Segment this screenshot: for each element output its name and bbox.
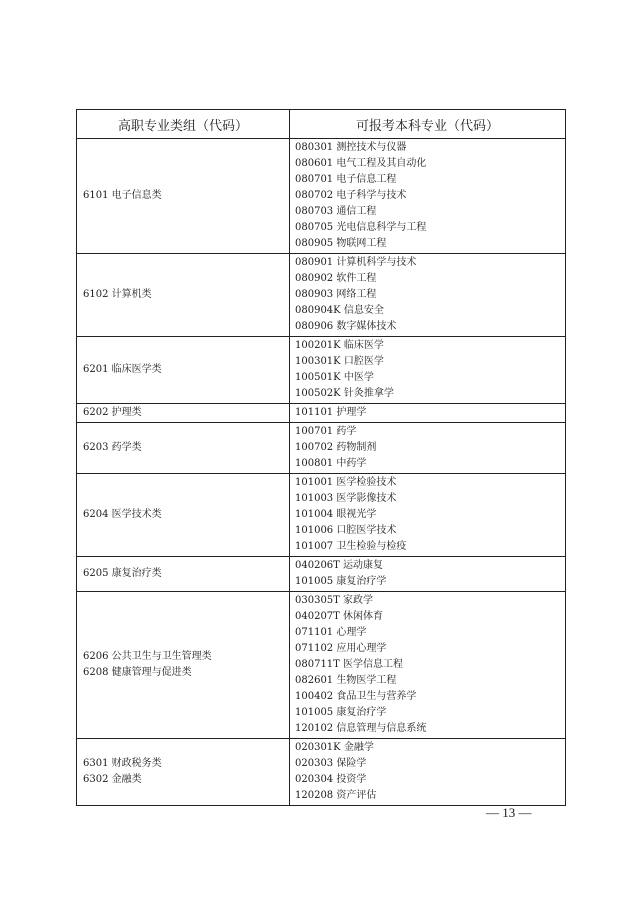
undergraduate-major-item: 101001 医学检验技术 — [295, 477, 397, 488]
vocational-group-label: 6203 药学类 — [83, 442, 142, 453]
header-vocational-group: 高职专业类组（代码） — [77, 110, 290, 139]
undergraduate-major-item: 101004 眼视光学 — [295, 509, 377, 520]
undergraduate-major-item: 101101 护理学 — [295, 407, 367, 418]
undergraduate-major-item: 080901 计算机科学与技术 — [295, 257, 417, 268]
undergraduate-major-item: 080601 电气工程及其自动化 — [295, 158, 427, 169]
vocational-group-cell — [77, 592, 290, 739]
vocational-group-cell — [77, 739, 290, 806]
undergraduate-major-item: 100801 中药学 — [295, 458, 367, 469]
undergraduate-major-item: 071101 心理学 — [295, 627, 367, 638]
undergraduate-major-item: 080903 网络工程 — [295, 289, 377, 300]
undergraduate-major-item: 101005 康复治疗学 — [295, 576, 387, 587]
header-undergraduate-major: 可报考本科专业（代码） — [290, 110, 566, 139]
vocational-group-label: 6205 康复治疗类 — [83, 568, 162, 579]
vocational-group-label: 6102 计算机类 — [83, 289, 152, 300]
vocational-group-label: 6204 医学技术类 — [83, 509, 162, 520]
undergraduate-major-cell — [290, 254, 566, 337]
vocational-group-cell — [77, 474, 290, 557]
undergraduate-major-item: 020304 投资学 — [295, 774, 367, 785]
undergraduate-major-item: 080906 数字媒体技术 — [295, 321, 397, 332]
undergraduate-major-item: 100402 食品卫生与营养学 — [295, 691, 417, 702]
undergraduate-major-item: 080301 测控技术与仪器 — [295, 142, 407, 153]
undergraduate-major-item: 101003 医学影像技术 — [295, 493, 397, 504]
undergraduate-major-cell — [290, 592, 566, 739]
undergraduate-major-item: 080904K 信息安全 — [295, 305, 384, 316]
table-row — [77, 592, 566, 739]
undergraduate-major-item: 071102 应用心理学 — [295, 643, 387, 654]
undergraduate-major-cell — [290, 557, 566, 592]
major-mapping-table — [76, 109, 566, 806]
table-row — [77, 557, 566, 592]
vocational-group-label: 6301 财政税务类 — [83, 758, 162, 769]
undergraduate-major-item: 082601 生物医学工程 — [295, 675, 397, 686]
table-header-row — [77, 110, 566, 139]
undergraduate-major-cell — [290, 139, 566, 254]
vocational-group-cell — [77, 404, 290, 423]
undergraduate-major-cell — [290, 739, 566, 806]
undergraduate-major-item: 100301K 口腔医学 — [295, 356, 384, 367]
vocational-group-cell — [77, 337, 290, 404]
undergraduate-major-item: 080701 电子信息工程 — [295, 174, 397, 185]
table-row — [77, 139, 566, 254]
table-body — [77, 139, 566, 806]
undergraduate-major-item: 101006 口腔医学技术 — [295, 525, 397, 536]
table-row — [77, 337, 566, 404]
undergraduate-major-cell — [290, 404, 566, 423]
undergraduate-major-item: 101007 卫生检验与检疫 — [295, 541, 407, 552]
vocational-group-label: 6208 健康管理与促进类 — [83, 667, 192, 678]
undergraduate-major-item: 101005 康复治疗学 — [295, 707, 387, 718]
vocational-group-label: 6101 电子信息类 — [83, 190, 162, 201]
undergraduate-major-item: 100201K 临床医学 — [295, 340, 384, 351]
page-number: — 13 — — [486, 805, 532, 820]
undergraduate-major-item: 100502K 针灸推拿学 — [295, 388, 394, 399]
table-row — [77, 254, 566, 337]
undergraduate-major-item: 120208 资产评估 — [295, 790, 377, 801]
vocational-group-cell — [77, 423, 290, 474]
vocational-group-cell — [77, 139, 290, 254]
undergraduate-major-item: 040206T 运动康复 — [295, 560, 384, 571]
table-row — [77, 404, 566, 423]
undergraduate-major-item: 080702 电子科学与技术 — [295, 190, 407, 201]
vocational-group-cell — [77, 557, 290, 592]
undergraduate-major-item: 020303 保险学 — [295, 758, 367, 769]
undergraduate-major-item: 080905 物联网工程 — [295, 238, 387, 249]
undergraduate-major-item: 080902 软件工程 — [295, 273, 377, 284]
undergraduate-major-item: 100702 药物制剂 — [295, 442, 377, 453]
undergraduate-major-item: 020301K 金融学 — [295, 742, 374, 753]
vocational-group-cell — [77, 254, 290, 337]
vocational-group-label: 6201 临床医学类 — [83, 364, 162, 375]
undergraduate-major-item: 080703 通信工程 — [295, 206, 377, 217]
undergraduate-major-cell — [290, 474, 566, 557]
vocational-group-label: 6202 护理类 — [83, 407, 142, 418]
vocational-group-label: 6302 金融类 — [83, 774, 142, 785]
table-row — [77, 474, 566, 557]
undergraduate-major-item: 100501K 中医学 — [295, 372, 374, 383]
table-row — [77, 739, 566, 806]
undergraduate-major-item: 080711T 医学信息工程 — [295, 659, 404, 670]
undergraduate-major-item: 040207T 休闲体育 — [295, 611, 384, 622]
undergraduate-major-item: 030305T 家政学 — [295, 595, 374, 606]
undergraduate-major-cell — [290, 337, 566, 404]
undergraduate-major-item: 100701 药学 — [295, 426, 357, 437]
table-row — [77, 423, 566, 474]
undergraduate-major-item: 120102 信息管理与信息系统 — [295, 723, 427, 734]
undergraduate-major-item: 080705 光电信息科学与工程 — [295, 222, 427, 233]
undergraduate-major-cell — [290, 423, 566, 474]
vocational-group-label: 6206 公共卫生与卫生管理类 — [83, 651, 212, 662]
